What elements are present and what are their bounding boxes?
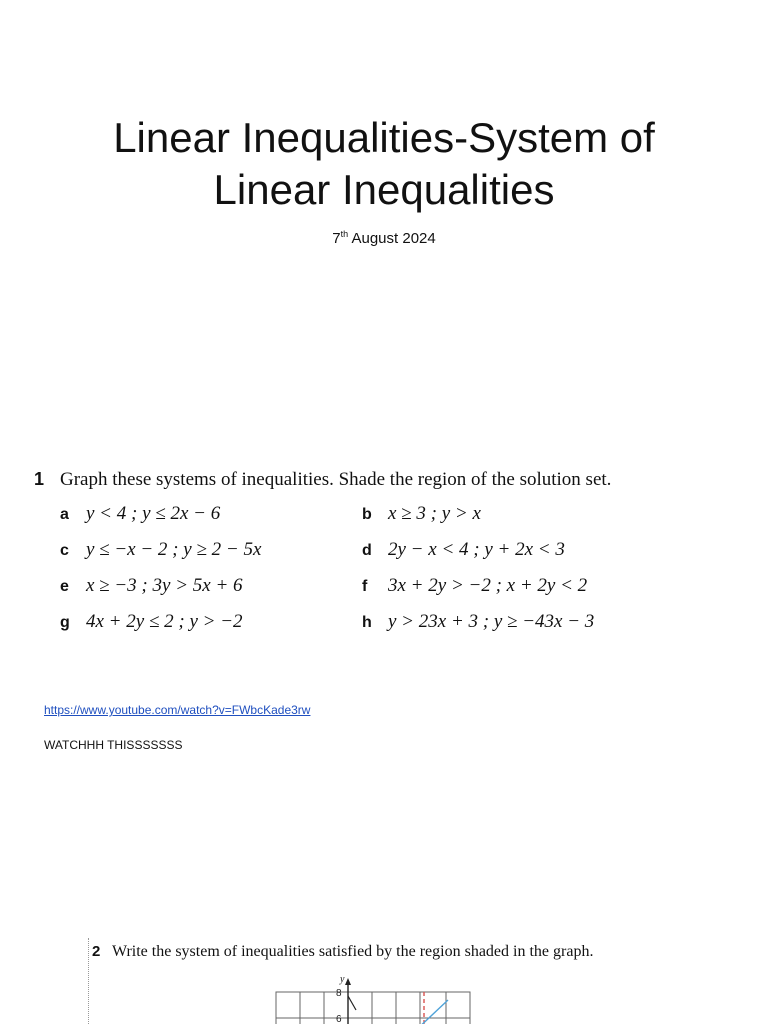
- item-math: 3x + 2y > −2 ; x + 2y < 2: [388, 575, 588, 596]
- question-2-text: Write the system of inequalities satisfied by the region shaded in the graph.: [112, 943, 594, 960]
- watch-note: WATCHHH THISSSSSSS: [44, 738, 183, 752]
- item-letter: d: [362, 542, 372, 559]
- title-line-2: Linear Inequalities: [213, 166, 555, 213]
- item-letter: g: [60, 614, 70, 631]
- question-1-header: [34, 469, 744, 491]
- item-math: 4x + 2y ≤ 2 ; y > −2: [86, 611, 243, 632]
- item-math: 2y − x < 4 ; y + 2x < 3: [388, 539, 565, 560]
- question-1-items: [34, 499, 744, 659]
- item-math: y > 23x + 3 ; y ≥ −43x − 3: [388, 611, 595, 632]
- question-1-item-e: [60, 575, 243, 597]
- graph-y-axis-arrow: [345, 978, 351, 985]
- item-letter: a: [60, 506, 69, 523]
- question-1: [34, 469, 744, 659]
- item-letter: h: [362, 614, 372, 631]
- title-line-1: Linear Inequalities-System of: [113, 114, 655, 161]
- item-math: y < 4 ; y ≤ 2x − 6: [86, 503, 221, 524]
- graph-grid: [276, 992, 470, 1024]
- question-2-graph: [270, 970, 480, 1024]
- item-math: x ≥ −3 ; 3y > 5x + 6: [86, 575, 243, 596]
- question-1-item-b: [362, 503, 481, 525]
- graph-steep-line: [348, 996, 356, 1010]
- question-2-number: 2: [92, 943, 101, 960]
- item-letter: b: [362, 506, 372, 523]
- question-2-dotted-border: [88, 938, 89, 1024]
- item-letter: e: [60, 578, 69, 595]
- date-text: [0, 229, 768, 247]
- youtube-link[interactable]: https://www.youtube.com/watch?v=FWbcKade3rw: [44, 703, 311, 717]
- graph-grid-frame: [276, 992, 470, 1024]
- question-1-number: 1: [34, 469, 45, 489]
- item-math: x ≥ 3 ; y > x: [388, 503, 481, 524]
- question-1-item-h: [362, 611, 594, 633]
- question-2: [92, 943, 593, 961]
- graph-y-tick-8: 8: [336, 988, 342, 999]
- question-1-text: Graph these systems of inequalities. Shade the region of the solution set.: [60, 469, 612, 490]
- item-letter: c: [60, 542, 69, 559]
- item-letter: f: [362, 578, 368, 595]
- item-math: y ≤ −x − 2 ; y ≥ 2 − 5x: [86, 539, 262, 560]
- page-title: [0, 112, 768, 216]
- question-1-item-g: [60, 611, 243, 633]
- graph-solid-line: [414, 1000, 448, 1024]
- question-1-item-a: [60, 503, 220, 525]
- date-suffix: th: [340, 229, 349, 239]
- question-1-item-c: [60, 539, 261, 561]
- date-rest: August 2024: [348, 230, 436, 247]
- date-day: 7: [332, 230, 341, 247]
- question-1-item-f: [362, 575, 587, 597]
- graph-y-axis-label: y: [340, 974, 345, 985]
- question-1-item-d: [362, 539, 565, 561]
- graph-y-tick-6: 6: [336, 1014, 342, 1024]
